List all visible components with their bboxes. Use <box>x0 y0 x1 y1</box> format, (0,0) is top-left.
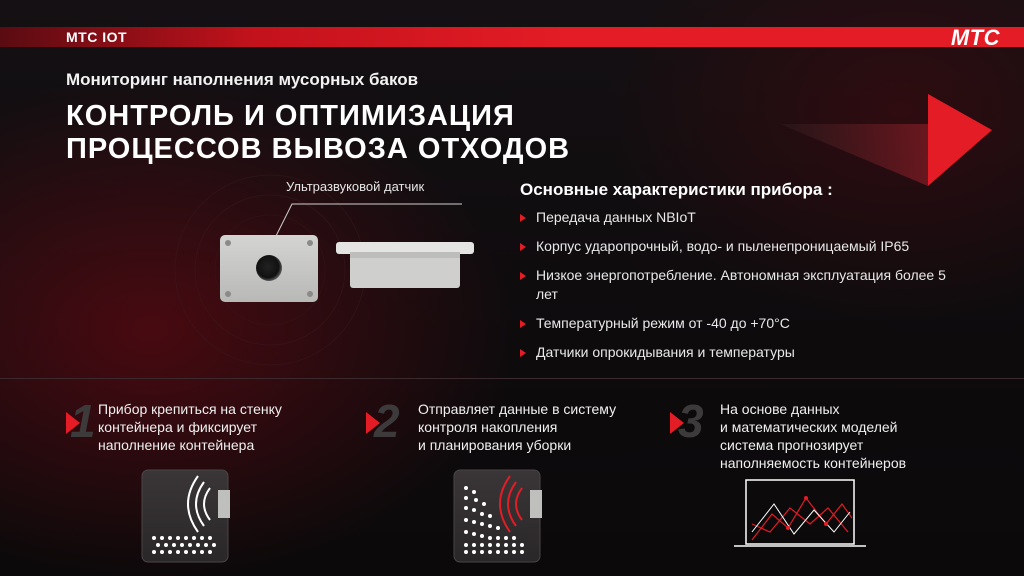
spec-item: Низкое энергопотребление. Автономная эксплуатация более 5 лет <box>520 266 960 304</box>
spec-item: Температурный режим от -40 до +70°C <box>520 314 990 333</box>
page-title <box>66 100 570 166</box>
spec-item: Датчики опрокидывания и температуры <box>520 343 990 362</box>
sensor-device-front <box>220 235 318 302</box>
brand-logo-right: МТС <box>950 25 1000 50</box>
brand-logo-left: МТС IOT <box>66 29 128 45</box>
spec-item: Передача данных NBIoT <box>520 208 990 227</box>
triangle-bullet-icon <box>520 214 526 222</box>
sensor-device-side <box>336 240 474 290</box>
screw-icon <box>225 240 231 246</box>
triangle-bullet-icon <box>520 349 526 357</box>
step-arrow-icon <box>670 412 684 434</box>
section-divider <box>0 378 1024 379</box>
sensor-caption: Ультразвуковой датчик <box>286 179 425 194</box>
step-number: 1 <box>70 395 96 447</box>
step-number: 2 <box>374 395 400 447</box>
triangle-bullet-icon <box>520 320 526 328</box>
step-arrow-icon <box>366 412 380 434</box>
ultrasonic-emitter <box>256 255 282 281</box>
screw-icon <box>307 240 313 246</box>
triangle-bullet-icon <box>520 243 526 251</box>
specs-title: Основные характеристики прибора : <box>520 180 833 199</box>
step-text: Отправляет данные в систему контроля накопления и планирования уборки <box>418 401 617 453</box>
page-subtitle: Мониторинг наполнения мусорных баков <box>66 70 419 89</box>
title-line-1: КОНТРОЛЬ И ОПТИМИЗАЦИЯ <box>66 100 515 132</box>
step-number: 3 <box>678 395 704 447</box>
screw-icon <box>225 291 231 297</box>
top-brand-bar <box>0 27 1024 47</box>
laptop-chart-icon <box>730 474 870 554</box>
title-line-2: ПРОЦЕССОВ ВЫВОЗА ОТХОДОВ <box>66 133 571 165</box>
spec-item: Корпус ударопрочный, водо- и пыленепроницаемый IP65 <box>520 237 990 256</box>
specs-list <box>520 208 990 362</box>
triangle-bullet-icon <box>520 272 526 280</box>
container-sensor-signal-icon <box>140 468 240 566</box>
step-text: На основе данных и математических моделей система прогнозирует наполняемость контейнеров <box>720 401 907 471</box>
step-text: Прибор крепиться на стенку контейнера и фиксирует наполнение контейнера <box>98 401 282 453</box>
step-arrow-icon <box>66 412 80 434</box>
screw-icon <box>307 291 313 297</box>
container-sensor-signal-active-icon <box>452 468 552 566</box>
